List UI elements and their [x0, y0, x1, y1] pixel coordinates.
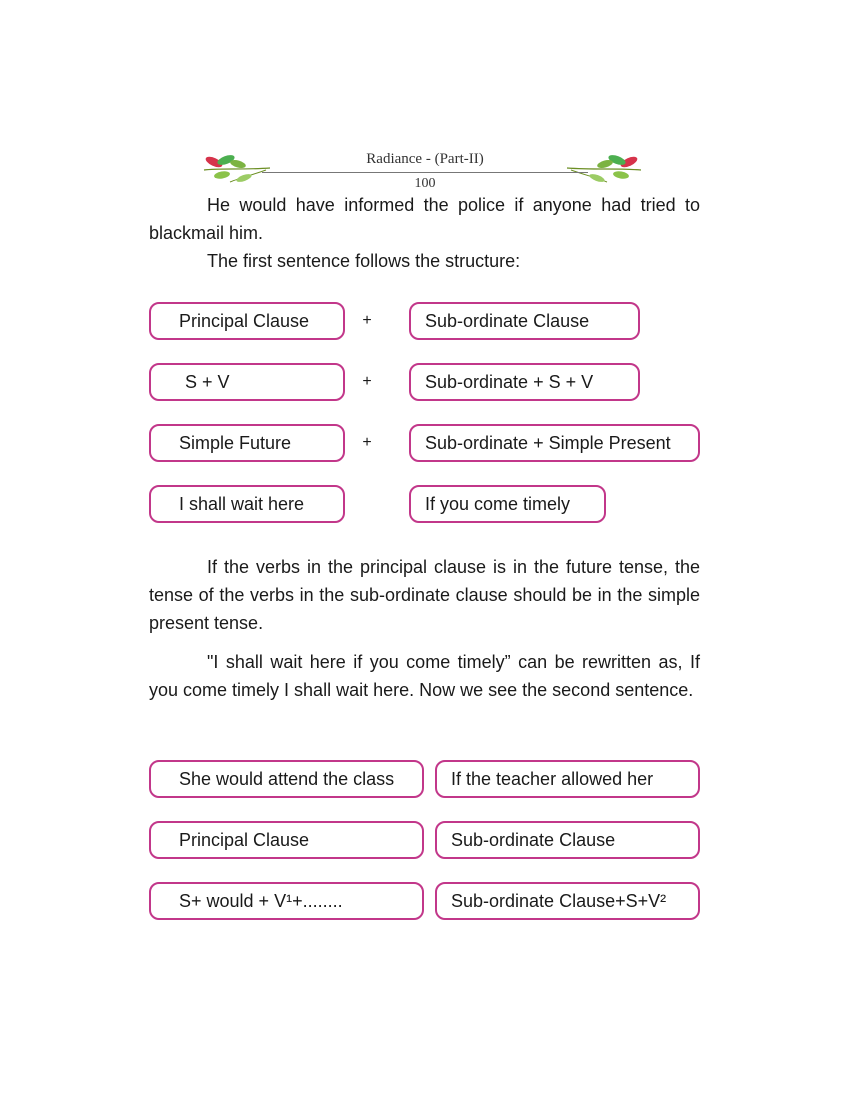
example-box-if-teacher-allowed: If the teacher allowed her [435, 760, 700, 798]
structure-box-s-would-v1: S+ would + V¹+........ [149, 882, 424, 920]
structure-box-principal-clause: Principal Clause [149, 302, 345, 340]
paragraph-structure-intro: The first sentence follows the structure: [207, 251, 521, 271]
header-rule [262, 172, 588, 173]
plus-sign: + [362, 373, 372, 390]
structure-box-subordinate-s-v: Sub-ordinate + S + V [409, 363, 640, 401]
paragraph-example-sentence: He would have informed the police if anyone had tried to blackmail him. [149, 195, 700, 243]
example-box-she-would-attend: She would attend the class [149, 760, 424, 798]
example-box-principal: I shall wait here [149, 485, 345, 523]
plus-sign: + [362, 434, 372, 451]
structure-box-principal-clause-2: Principal Clause [149, 821, 424, 859]
plus-sign: + [362, 312, 372, 329]
paragraph-rewritten-example: "I shall wait here if you come timely” can be rewritten as, If you come timely I shall wait here. Now we see the second sentence. [149, 652, 700, 700]
structure-box-s-v: S + V [149, 363, 345, 401]
example-box-subordinate: If you come timely [409, 485, 606, 523]
structure-box-simple-future: Simple Future [149, 424, 345, 462]
paragraph-tense-rule: If the verbs in the principal clause is in the future tense, the tense of the verbs in the sub-ordinate clause should be in the simple present tense. [149, 557, 700, 633]
structure-box-subordinate-s-v2: Sub-ordinate Clause+S+V² [435, 882, 700, 920]
structure-box-subordinate-clause-2: Sub-ordinate Clause [435, 821, 700, 859]
page-number: 100 [414, 176, 436, 191]
structure-box-subordinate-clause: Sub-ordinate Clause [409, 302, 640, 340]
structure-box-subordinate-simple-present: Sub-ordinate + Simple Present [409, 424, 700, 462]
running-header-title: Radiance - (Part-II) [366, 151, 484, 167]
